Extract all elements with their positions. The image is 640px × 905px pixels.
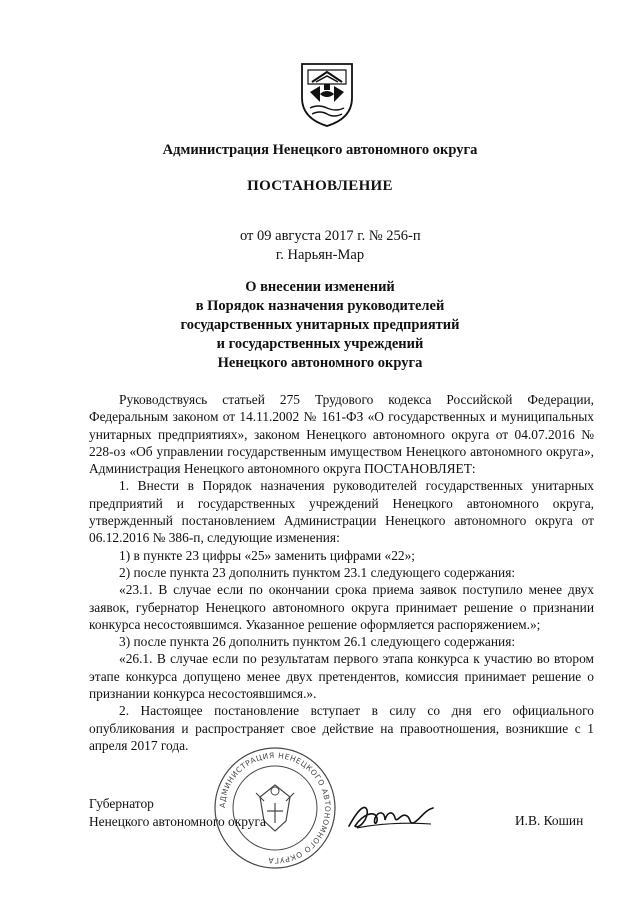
paragraph-subitem: 3) после пункта 26 дополнить пунктом 26.1 следующего содержания: bbox=[119, 634, 516, 650]
paragraph-subitem: 1) в пункте 23 цифры «25» заменить цифрами «22»; bbox=[119, 547, 416, 563]
title-line: государственных унитарных предприятий bbox=[180, 317, 460, 333]
paragraph-quote: «23.1. В случае если по окончании срока приема заявок поступило менее двух заявок, губернатор Ненецкого автономного округа принимает решение о признании конкурса несостоявшимся. Указанное решение оформляется распоряжением.»; bbox=[89, 582, 594, 632]
position-line: Губернатор bbox=[89, 796, 154, 811]
paragraph-quote: «26.1. В случае если по результатам первого этапа конкурса к участию во втором этапе конкурса допущено менее двух претендентов, комиссия принимает решение о признании конкурса несостоявшимся.». bbox=[89, 651, 594, 702]
document-type: ПОСТАНОВЛЕНИЕ bbox=[247, 178, 393, 194]
title-line: в Порядок назначения руководителей bbox=[195, 298, 445, 314]
title-line: и государственных учреждений bbox=[216, 336, 424, 352]
paragraph-subitem: 2) после пункта 23 дополнить пунктом 23.1 следующего содержания: bbox=[119, 564, 516, 580]
title-line: О внесении изменений bbox=[245, 279, 395, 295]
document-body bbox=[89, 391, 594, 754]
signatory-name: И.В. Кошин bbox=[515, 813, 584, 828]
document-date-number: от 09 августа 2017 г. № 256-п bbox=[240, 228, 421, 244]
paragraph-item-1: 1. Внести в Порядок назначения руководителей государственных унитарных предприятий и государственных учреждений Ненецкого автономного округа, утвержденный постановлением Администрации Ненецкого автономного округа от 06.12.2016 № 386-п, следующие изменения: bbox=[89, 478, 594, 546]
seal-text: АДМИНИСТРАЦИЯ НЕНЕЦКОГО АВТОНОМНОГО ОКРУГА bbox=[217, 750, 333, 866]
signatory-position bbox=[89, 795, 266, 830]
handwritten-signature-icon bbox=[345, 800, 443, 834]
paragraph-preamble: Руководствуясь статьей 275 Трудового кодекса Российской Федерации, Федеральным законом от 14.11.2002 № 161-ФЗ «О государственных и муниципальных унитарных предприятиях», законом Ненецкого автономного округа от 04.07.2016 № 228-оз «Об управлении государственным имуществом Ненецкого автономного округа», Администрация Ненецкого автономного округа ПОСТАНОВЛЯЕТ: bbox=[89, 392, 594, 477]
coat-of-arms-icon bbox=[298, 58, 356, 128]
position-line: Ненецкого автономного округа bbox=[89, 813, 266, 829]
paragraph-item-2: 2. Настоящее постановление вступает в силу со дня его официального опубликования и распространяет свое действие на правоотношения, возникшие с 1 апреля 2017 года. bbox=[89, 703, 594, 753]
document-city: г. Нарьян-Мар bbox=[275, 247, 365, 263]
organization-name: Администрация Ненецкого автономного округа bbox=[162, 142, 478, 158]
document-title bbox=[0, 278, 640, 373]
title-line: Ненецкого автономного округа bbox=[217, 355, 423, 371]
